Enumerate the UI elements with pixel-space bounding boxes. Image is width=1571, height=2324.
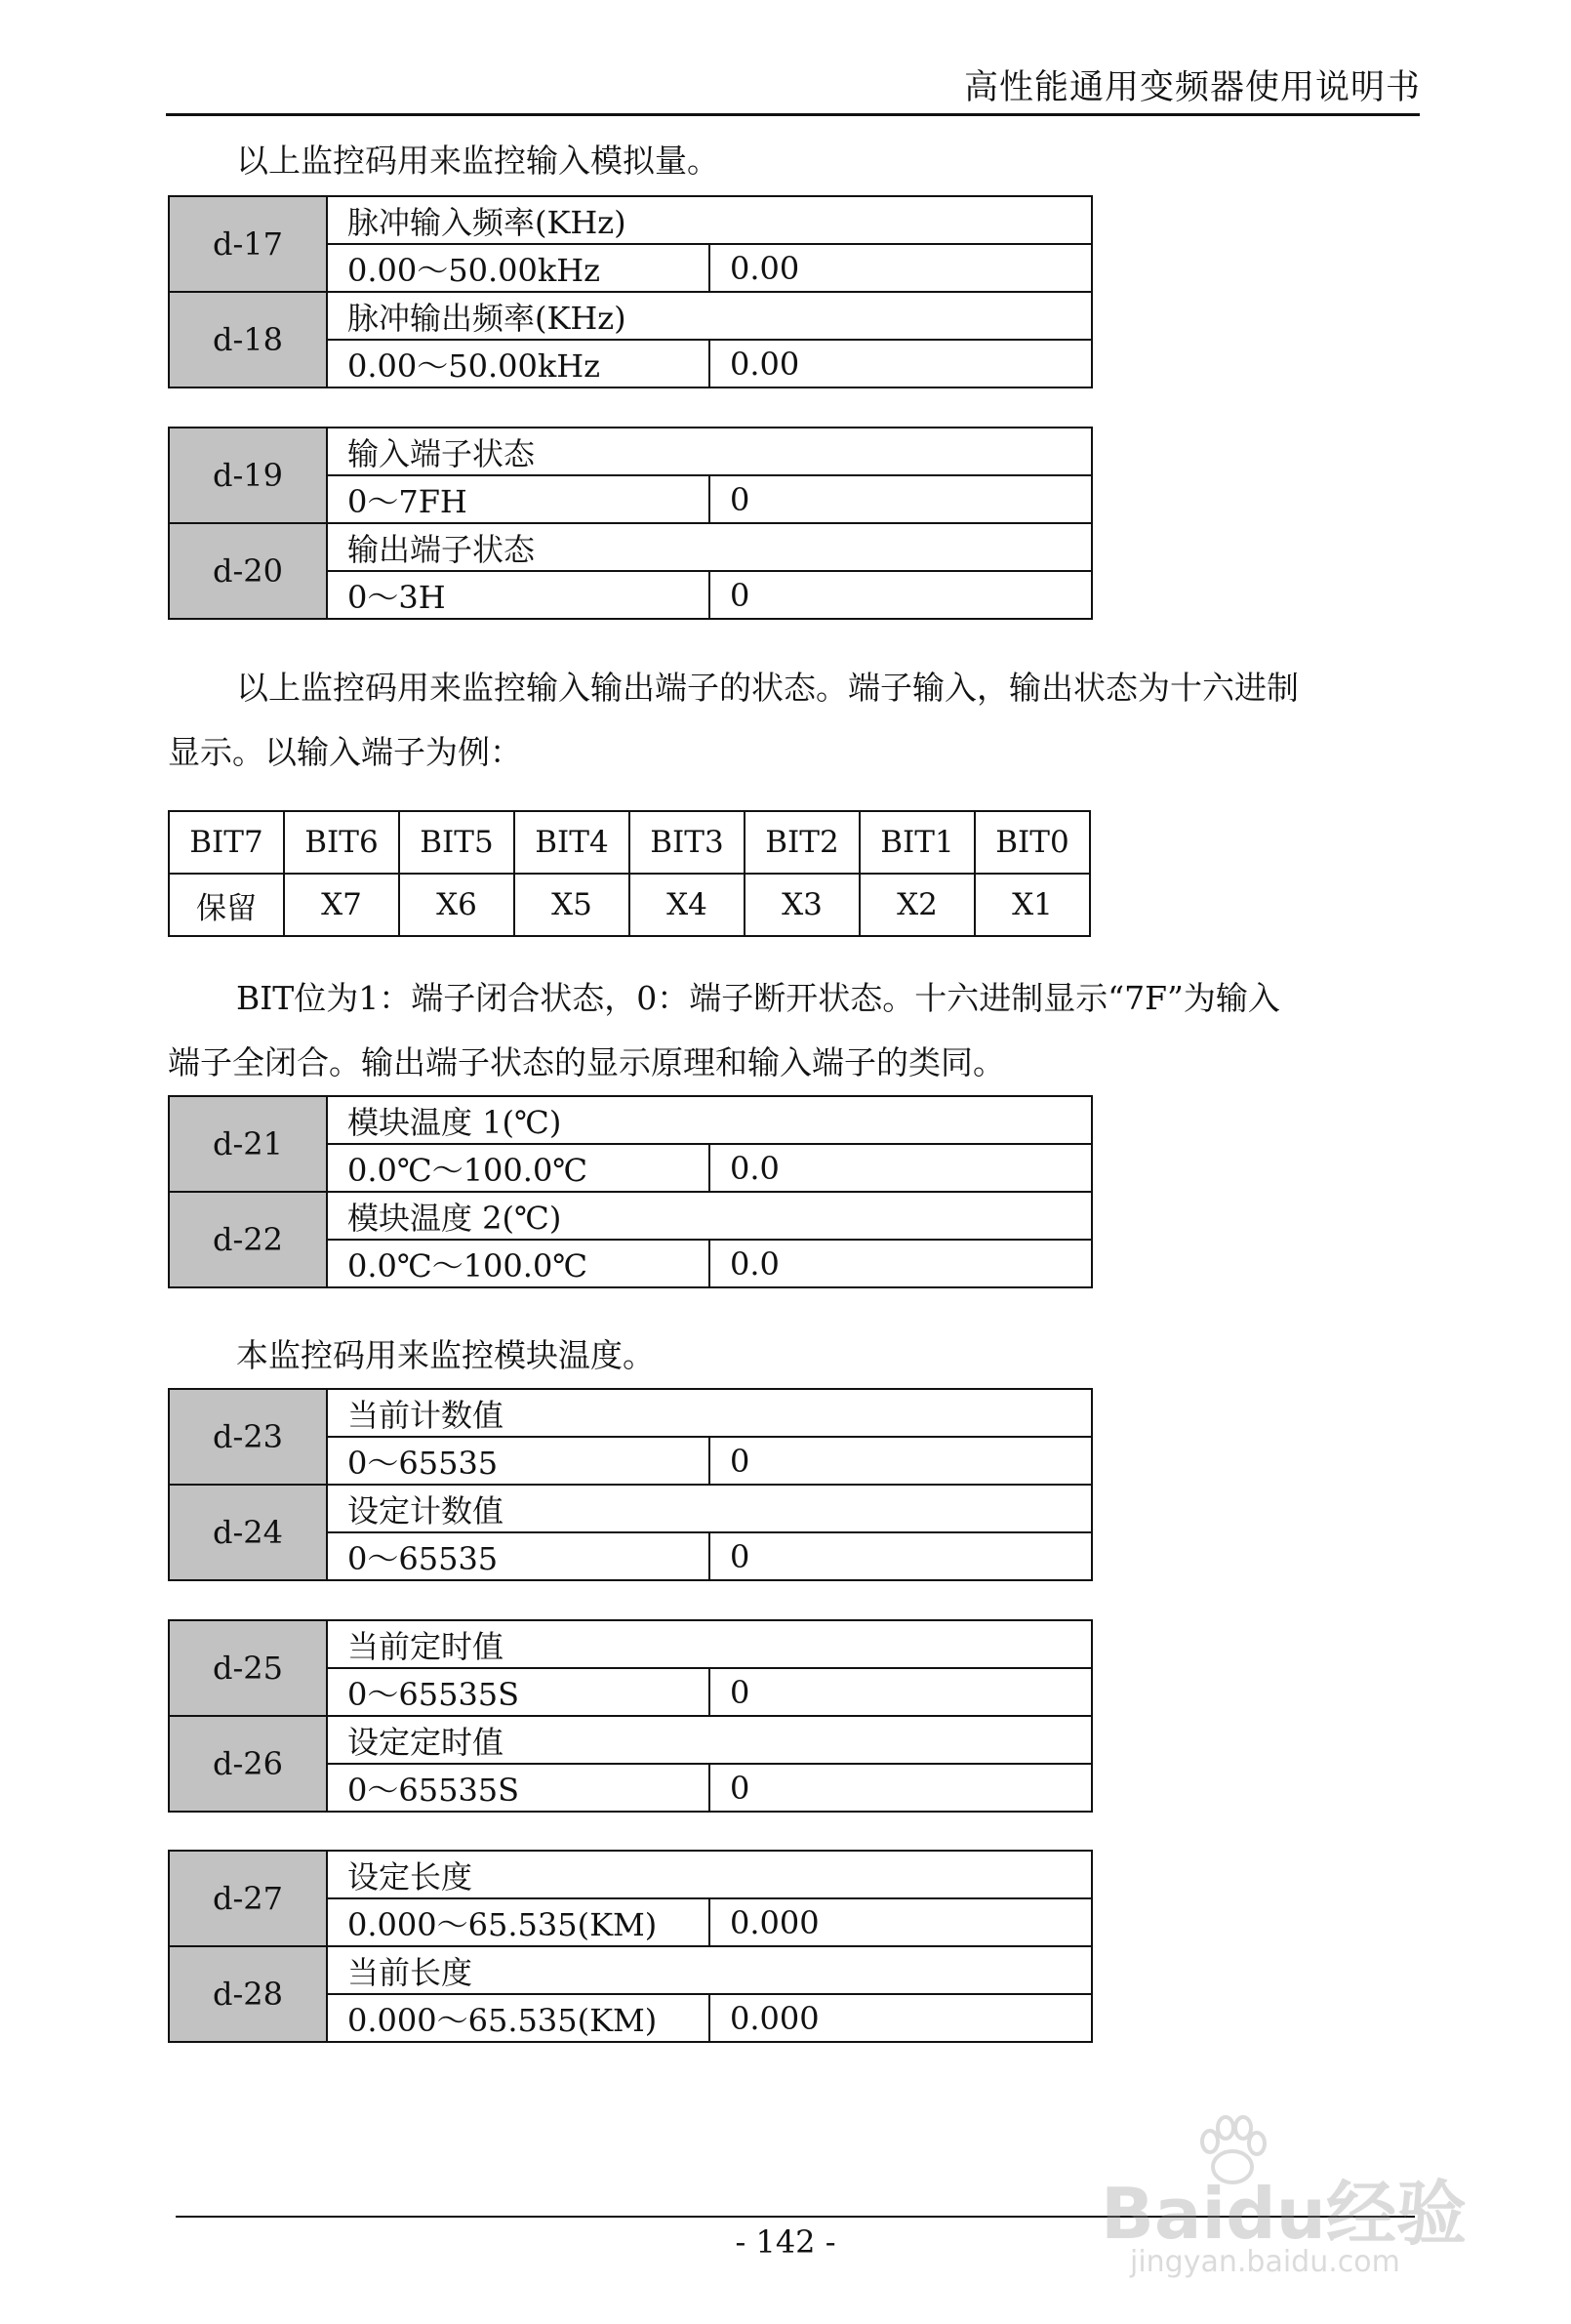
bit-value: X6 — [399, 874, 514, 936]
bit-header: BIT2 — [745, 811, 860, 874]
param-range: 0～65535 — [327, 1532, 709, 1580]
param-table-length — [168, 1850, 1093, 2043]
param-range: 0.00～50.00kHz — [327, 244, 709, 292]
bit-value: X3 — [745, 874, 860, 936]
bit-value: 保留 — [169, 874, 284, 936]
param-table-timer — [168, 1619, 1093, 1813]
param-range: 0～3H — [327, 571, 709, 619]
param-range: 0.0℃～100.0℃ — [327, 1240, 709, 1287]
bit-header: BIT1 — [860, 811, 975, 874]
param-default: 0.0 — [709, 1144, 1092, 1192]
param-code: d-25 — [169, 1620, 327, 1716]
param-name: 当前长度 — [327, 1946, 1092, 1994]
param-range: 0.000～65.535(KM) — [327, 1994, 709, 2042]
param-default: 0 — [709, 571, 1092, 619]
paragraph-bit-explanation: BIT位为1：端子闭合状态，0：端子断开状态。十六进制显示“7F”为输入 端子全闭合。输出端子状态的显示原理和输入端子的类同。 — [168, 979, 1280, 1081]
param-code: d-20 — [169, 523, 327, 619]
bit-header-row — [169, 811, 1090, 874]
param-name: 模块温度 2(℃) — [327, 1192, 1092, 1240]
param-code: d-24 — [169, 1485, 327, 1580]
watermark-text: Baidu经验 — [1101, 2173, 1467, 2255]
param-range: 0～65535S — [327, 1668, 709, 1716]
param-default: 0.00 — [709, 244, 1092, 292]
param-default: 0 — [709, 1764, 1092, 1812]
bit-value: X1 — [975, 874, 1090, 936]
param-range: 0.0℃～100.0℃ — [327, 1144, 709, 1192]
paragraph-terminal-status: 以上监控码用来监控输入输出端子的状态。端子输入，输出状态为十六进制 显示。以输入端子为例： — [168, 669, 1299, 771]
param-code: d-28 — [169, 1946, 327, 2042]
param-default: 0 — [709, 1532, 1092, 1580]
param-range: 0～65535S — [327, 1764, 709, 1812]
bit-value: X5 — [514, 874, 629, 936]
param-name: 设定计数值 — [327, 1485, 1092, 1532]
param-default: 0 — [709, 475, 1092, 523]
bit-header: BIT3 — [629, 811, 745, 874]
param-default: 0.00 — [709, 340, 1092, 387]
param-range: 0.000～65.535(KM) — [327, 1898, 709, 1946]
param-range: 0～65535 — [327, 1437, 709, 1485]
param-default: 0.000 — [709, 1994, 1092, 2042]
param-code: d-22 — [169, 1192, 327, 1287]
param-name: 输出端子状态 — [327, 523, 1092, 571]
param-name: 脉冲输出频率(KHz) — [327, 292, 1092, 340]
bit-value: X2 — [860, 874, 975, 936]
param-default: 0.000 — [709, 1898, 1092, 1946]
watermark-url: jingyan.baidu.com — [1130, 2245, 1400, 2279]
bit-header: BIT0 — [975, 811, 1090, 874]
paragraph-temperature-monitor: 本监控码用来监控模块温度。 — [236, 1336, 655, 1374]
param-name: 设定长度 — [327, 1851, 1092, 1898]
bit-header: BIT7 — [169, 811, 284, 874]
param-code: d-18 — [169, 292, 327, 387]
param-code: d-23 — [169, 1389, 327, 1485]
baidu-watermark — [1071, 2108, 1491, 2304]
header-rule — [166, 113, 1420, 116]
param-table-terminals — [168, 427, 1093, 620]
param-name: 输入端子状态 — [327, 428, 1092, 475]
param-default: 0 — [709, 1668, 1092, 1716]
param-code: d-19 — [169, 428, 327, 523]
bit-value-row — [169, 874, 1090, 936]
param-range: 0～7FH — [327, 475, 709, 523]
param-code: d-21 — [169, 1096, 327, 1192]
bit-table — [168, 810, 1091, 937]
param-default: 0.0 — [709, 1240, 1092, 1287]
bit-header: BIT5 — [399, 811, 514, 874]
param-code: d-17 — [169, 196, 327, 292]
param-table-temperature — [168, 1095, 1093, 1288]
page-number: - 142 - — [735, 2223, 836, 2261]
param-name: 模块温度 1(℃) — [327, 1096, 1092, 1144]
param-name: 当前计数值 — [327, 1389, 1092, 1437]
bit-value: X7 — [284, 874, 399, 936]
param-code: d-26 — [169, 1716, 327, 1812]
param-table-pulse — [168, 195, 1093, 388]
bit-value: X4 — [629, 874, 745, 936]
paragraph-analog-monitor: 以上监控码用来监控输入模拟量。 — [236, 142, 719, 180]
header-title: 高性能通用变频器使用说明书 — [963, 68, 1421, 107]
bit-header: BIT4 — [514, 811, 629, 874]
param-name: 脉冲输入频率(KHz) — [327, 196, 1092, 244]
param-default: 0 — [709, 1437, 1092, 1485]
param-name: 设定定时值 — [327, 1716, 1092, 1764]
param-range: 0.00～50.00kHz — [327, 340, 709, 387]
param-name: 当前定时值 — [327, 1620, 1092, 1668]
param-table-counter — [168, 1388, 1093, 1581]
bit-header: BIT6 — [284, 811, 399, 874]
param-code: d-27 — [169, 1851, 327, 1946]
